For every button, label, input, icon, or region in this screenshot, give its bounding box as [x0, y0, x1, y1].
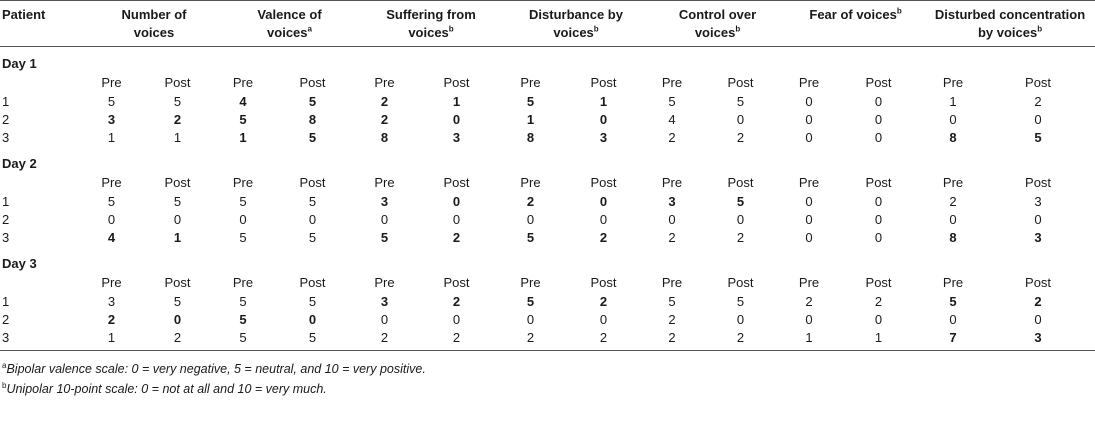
value-cell: 0 [452, 212, 461, 227]
footnote-mark-b: b [593, 24, 599, 34]
value-cell: 0 [1034, 212, 1042, 227]
value-cell: 0 [805, 230, 813, 245]
value-cell: 2 [526, 194, 535, 209]
pre-post-row [0, 73, 1095, 93]
value-cell: 2 [649, 329, 695, 351]
value-cell: 5 [526, 230, 535, 245]
value-cell: 0 [526, 212, 535, 227]
post-label: Post [590, 75, 617, 90]
value-cell: 2 [668, 312, 676, 327]
header-valence-of-voices: Valence of voices$^a$ [220, 1, 359, 47]
post-label: Post [164, 75, 191, 90]
value-cell: 0 [380, 312, 389, 327]
value-cell: 0 [173, 312, 182, 327]
value-cell: 8 [949, 130, 957, 145]
value-cell: 2 [452, 230, 461, 245]
patient-id: 2 [2, 312, 10, 327]
post-label: Post [164, 175, 191, 190]
value-cell: 3 [452, 130, 461, 145]
table-row [0, 211, 1095, 229]
value-cell: 2 [135, 329, 220, 351]
value-cell: 0 [949, 212, 957, 227]
value-cell: 2 [380, 94, 389, 109]
table-row [0, 193, 1095, 211]
value-cell: 5 [308, 294, 317, 309]
value-cell: 1 [107, 130, 116, 145]
value-cell: 1 [599, 94, 608, 109]
value-cell: 0 [874, 130, 883, 145]
header-control-over-voices: Control over voices$^b$ [649, 1, 786, 47]
pre-label: Pre [798, 275, 820, 290]
value-cell: 0 [874, 312, 883, 327]
value-cell: 2 [503, 329, 558, 351]
table-row [0, 111, 1095, 129]
value-cell: 3 [668, 194, 676, 209]
pre-label: Pre [101, 275, 122, 290]
footnote-b: $^b$Unipolar 10-point scale: 0 = not at all and 10 = very much. [2, 380, 327, 396]
blank-cell [0, 273, 88, 293]
value-cell: 1 [173, 230, 182, 245]
value-cell: 5 [308, 130, 317, 145]
value-cell: 8 [380, 130, 389, 145]
value-cell: 2 [173, 112, 182, 127]
day-row [0, 247, 1095, 273]
value-cell: 0 [949, 312, 957, 327]
day-label: Day 2 [2, 156, 37, 171]
pre-label: Pre [374, 75, 395, 90]
post-label: Post [590, 275, 617, 290]
value-cell: 5 [308, 194, 317, 209]
value-cell: 5 [173, 294, 182, 309]
post-label: Post [299, 175, 326, 190]
value-cell: 1 [949, 94, 957, 109]
value-cell: 0 [668, 212, 676, 227]
header-number-of-voices: Number of voices [88, 1, 220, 47]
value-cell: 5 [239, 194, 247, 209]
value-cell: 0 [805, 130, 813, 145]
value-cell: 0 [308, 312, 317, 327]
value-cell: 3 [599, 130, 608, 145]
value-cell: 0 [452, 112, 461, 127]
value-cell: 0 [107, 212, 116, 227]
value-cell: 0 [736, 112, 745, 127]
value-cell: 5 [526, 294, 535, 309]
value-cell: 8 [308, 112, 317, 127]
patient-id: 3 [2, 230, 10, 245]
patient-id: 3 [2, 130, 10, 145]
pre-label: Pre [101, 175, 122, 190]
footnote-mark-a: a [307, 24, 312, 34]
value-cell: 0 [173, 212, 182, 227]
value-cell: 2 [380, 112, 389, 127]
header-disturbance-by-voices: Disturbance by voices$^b$ [503, 1, 649, 47]
pre-label: Pre [520, 75, 541, 90]
value-cell: 2 [599, 294, 608, 309]
value-cell: 2 [949, 194, 957, 209]
value-cell: 0 [805, 312, 813, 327]
post-label: Post [1025, 275, 1052, 290]
pre-label: Pre [101, 75, 122, 90]
value-cell: 0 [805, 194, 813, 209]
value-cell: 2 [1034, 294, 1042, 309]
value-cell: 0 [805, 112, 813, 127]
pre-label: Pre [374, 175, 395, 190]
value-cell: 2 [668, 230, 676, 245]
value-cell: 8 [949, 230, 957, 245]
post-label: Post [443, 275, 470, 290]
patient-id: 3 [0, 329, 88, 351]
post-label: Post [443, 75, 470, 90]
day-label: Day 1 [2, 56, 37, 71]
value-cell: 5 [380, 230, 389, 245]
value-cell: 0 [1034, 312, 1042, 327]
value-cell: 8 [526, 130, 535, 145]
footnote-mark-b: b [448, 24, 454, 34]
pre-label: Pre [374, 275, 395, 290]
patient-id: 1 [2, 94, 10, 109]
header-suffering-from-voices: Suffering from voices$^b$ [359, 1, 503, 47]
value-cell: 7 [925, 329, 981, 351]
table-row [0, 229, 1095, 247]
pre-label: Pre [232, 275, 254, 290]
footnote-a: $^a$Bipolar valence scale: 0 = very negative, 5 = neutral, and 10 = very positive. [2, 360, 426, 376]
footnotes [0, 359, 1052, 399]
pre-label: Pre [232, 175, 254, 190]
value-cell: 5 [266, 329, 359, 351]
pre-label: Pre [520, 175, 541, 190]
table-row [0, 329, 1095, 351]
value-cell: 2 [558, 329, 649, 351]
value-cell: 2 [410, 329, 503, 351]
footnote-mark-b: b [1037, 24, 1043, 34]
value-cell: 5 [308, 94, 317, 109]
value-cell: 5 [736, 194, 745, 209]
day-row [0, 47, 1095, 74]
value-cell: 1 [88, 329, 135, 351]
value-cell: 0 [874, 194, 883, 209]
patient-id: 1 [2, 294, 10, 309]
value-cell: 3 [1034, 194, 1042, 209]
value-cell: 2 [599, 230, 608, 245]
post-label: Post [443, 175, 470, 190]
value-cell: 0 [874, 112, 883, 127]
value-cell: 0 [874, 94, 883, 109]
patient-id: 2 [2, 112, 10, 127]
pre-label: Pre [942, 75, 964, 90]
post-label: Post [727, 75, 754, 90]
value-cell: 3 [380, 294, 389, 309]
table-row [0, 311, 1095, 329]
header-patient: Patient [0, 1, 88, 47]
post-label: Post [1025, 175, 1052, 190]
pre-label: Pre [661, 75, 683, 90]
value-cell: 0 [736, 212, 745, 227]
value-cell: 0 [452, 312, 461, 327]
post-label: Post [299, 275, 326, 290]
patient-id: 1 [2, 194, 10, 209]
value-cell: 0 [805, 94, 813, 109]
post-label: Post [590, 175, 617, 190]
value-cell: 0 [308, 212, 317, 227]
value-cell: 4 [668, 112, 676, 127]
value-cell: 2 [452, 294, 461, 309]
value-cell: 5 [308, 230, 317, 245]
value-cell: 0 [239, 212, 247, 227]
value-cell: 0 [805, 212, 813, 227]
value-cell: 0 [380, 212, 389, 227]
value-cell: 0 [599, 112, 608, 127]
patient-id: 2 [2, 212, 10, 227]
value-cell: 5 [668, 294, 676, 309]
post-label: Post [865, 275, 892, 290]
value-cell: 5 [173, 194, 182, 209]
pre-label: Pre [520, 275, 541, 290]
value-cell: 2 [736, 230, 745, 245]
value-cell: 0 [874, 230, 883, 245]
value-cell: 5 [107, 194, 116, 209]
value-cell: 1 [526, 112, 535, 127]
day-label: Day 3 [2, 256, 37, 271]
value-cell: 5 [107, 94, 116, 109]
footnote-mark-b: b [896, 6, 902, 16]
value-cell: 5 [949, 294, 957, 309]
post-label: Post [865, 75, 892, 90]
table-body [0, 47, 1095, 351]
value-cell: 5 [239, 112, 247, 127]
value-cell: 0 [599, 194, 608, 209]
value-cell: 1 [239, 130, 247, 145]
table-row [0, 129, 1095, 147]
value-cell: 2 [695, 329, 786, 351]
value-cell: 0 [874, 212, 883, 227]
value-cell: 0 [1034, 112, 1042, 127]
header-disturbed-concentration: Disturbed concentration by voices$^b$ [925, 1, 1095, 47]
value-cell: 1 [452, 94, 461, 109]
blank-cell [0, 73, 88, 93]
value-cell: 3 [107, 294, 116, 309]
value-cell: 2 [107, 312, 116, 327]
value-cell: 0 [599, 212, 608, 227]
value-cell: 5 [239, 230, 247, 245]
table-row [0, 93, 1095, 111]
post-label: Post [164, 275, 191, 290]
footnote-mark-b: b [735, 24, 741, 34]
post-label: Post [727, 175, 754, 190]
value-cell: 5 [526, 94, 535, 109]
pre-label: Pre [798, 175, 820, 190]
post-label: Post [299, 75, 326, 90]
pre-label: Pre [942, 275, 964, 290]
header-fear-of-voices: Fear of voices$^b$ [786, 1, 925, 47]
value-cell: 0 [452, 194, 461, 209]
value-cell: 3 [107, 112, 116, 127]
header-row [0, 1, 1095, 47]
value-cell: 5 [736, 94, 745, 109]
pre-post-row [0, 173, 1095, 193]
value-cell: 5 [239, 294, 247, 309]
value-cell: 3 [981, 329, 1095, 351]
value-cell: 5 [736, 294, 745, 309]
value-cell: 0 [949, 112, 957, 127]
value-cell: 2 [736, 130, 745, 145]
pre-label: Pre [942, 175, 964, 190]
value-cell: 5 [239, 312, 247, 327]
value-cell: 1 [786, 329, 832, 351]
value-cell: 2 [805, 294, 813, 309]
value-cell: 2 [1034, 94, 1042, 109]
post-label: Post [727, 275, 754, 290]
value-cell: 5 [1034, 130, 1042, 145]
post-label: Post [865, 175, 892, 190]
value-cell: 0 [526, 312, 535, 327]
value-cell: 2 [668, 130, 676, 145]
value-cell: 5 [668, 94, 676, 109]
day-row [0, 147, 1095, 173]
value-cell: 0 [599, 312, 608, 327]
post-label: Post [1025, 75, 1052, 90]
value-cell: 3 [380, 194, 389, 209]
pre-label: Pre [798, 75, 820, 90]
value-cell: 1 [832, 329, 925, 351]
pre-post-row [0, 273, 1095, 293]
pre-label: Pre [661, 175, 683, 190]
blank-cell [0, 173, 88, 193]
value-cell: 2 [874, 294, 883, 309]
value-cell: 5 [220, 329, 266, 351]
table-row [0, 293, 1095, 311]
pre-label: Pre [232, 75, 254, 90]
value-cell: 2 [359, 329, 410, 351]
value-cell: 0 [736, 312, 745, 327]
value-cell: 3 [1034, 230, 1042, 245]
value-cell: 4 [239, 94, 247, 109]
value-cell: 4 [107, 230, 116, 245]
pre-label: Pre [661, 275, 683, 290]
value-cell: 1 [173, 130, 182, 145]
value-cell: 5 [173, 94, 182, 109]
